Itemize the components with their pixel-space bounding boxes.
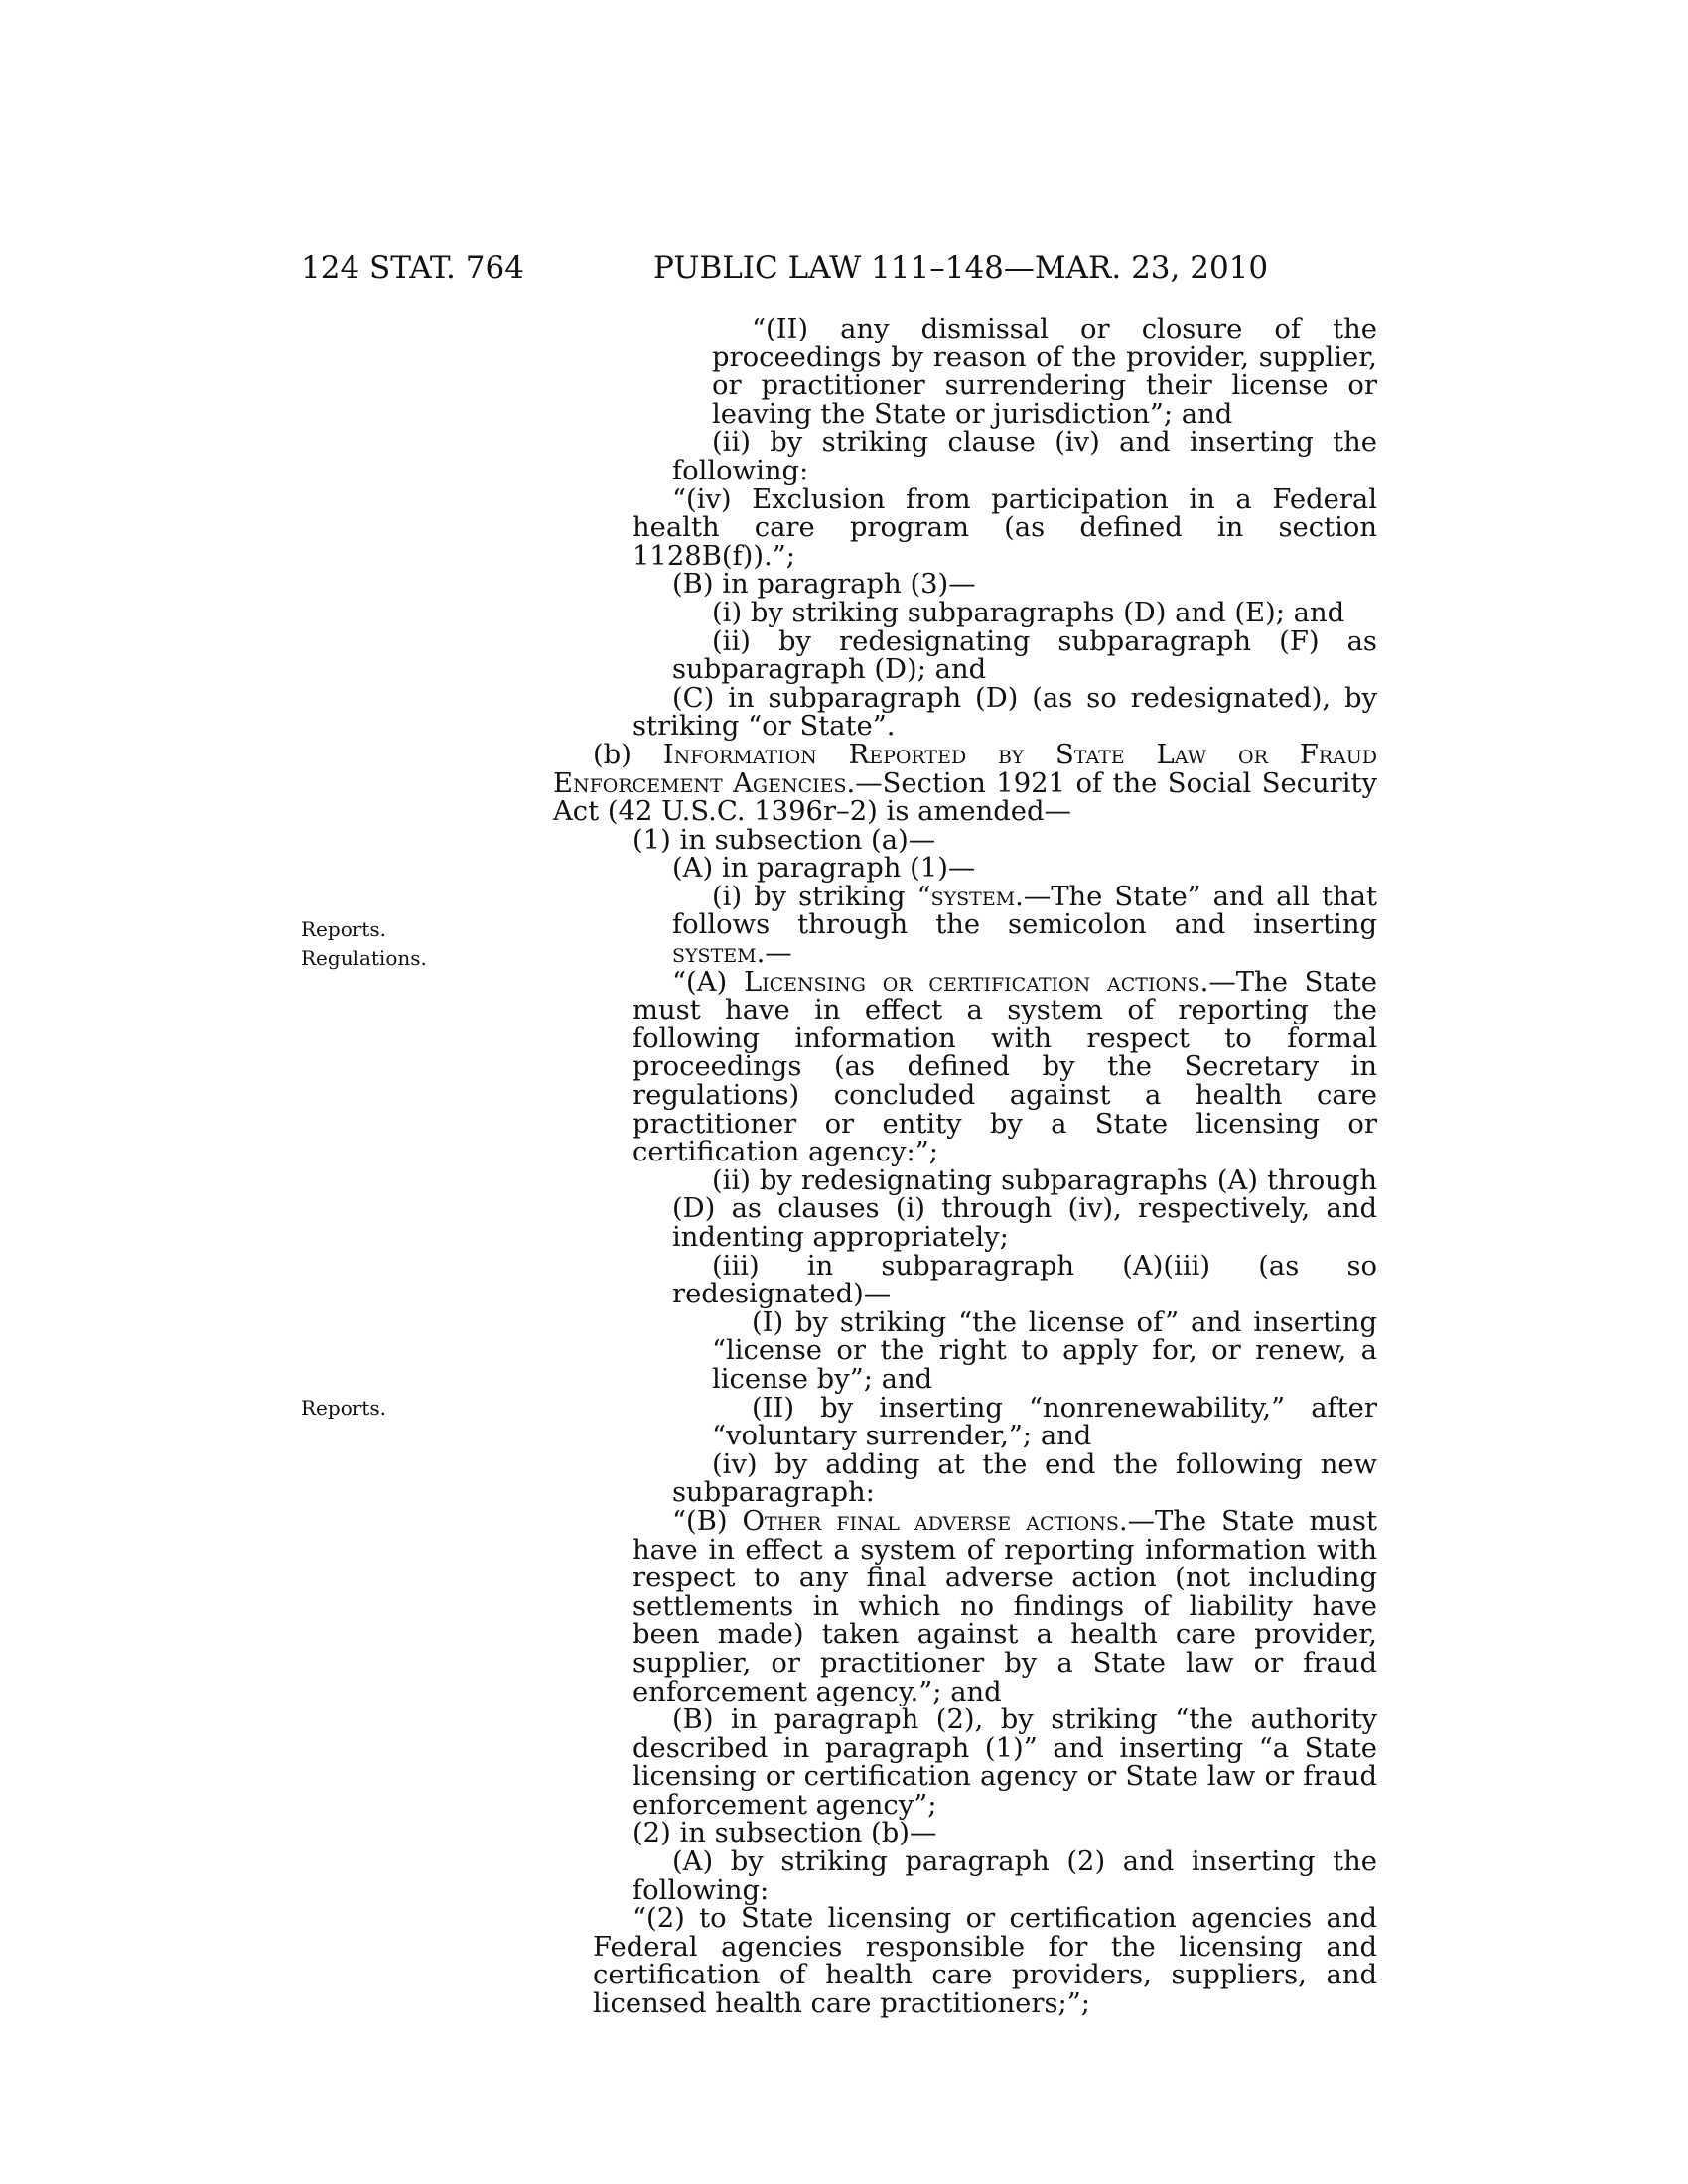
margin-note-line: Reports. [301,1396,386,1420]
subclause-II: “(II) any dismissal or closure of the proceedings by reason of the provider, supplier, or practitioner surrendering their license or leaving the State or jurisdiction”; and [712,314,1377,430]
subparagraph-A: (A) in paragraph (1)— [672,853,976,885]
small-caps-term: system. [672,938,766,970]
margin-note-reports-regulations [301,915,450,973]
margin-note-line: Reports. [301,917,386,941]
paragraph-2: (2) in subsection (b)— [633,1818,937,1849]
clause-iv: “(iv) Exclusion from participation in a Federal health care program (as defined in section 1128B(f)).”; [633,483,1377,572]
subsection-b [553,739,1377,828]
clause-ii: (ii) by redesignating subparagraph (F) as subparagraph (D); and [672,625,1377,686]
subparagraph-heading: Other final adverse actions. [742,1505,1128,1537]
clause-ii: (ii) by redesignating subparagraphs (A) through (D) as clauses (i) through (iv), respectively, and indenting appropriately; [672,1164,1377,1253]
subparagraph-heading: Licensing or certification actions. [743,966,1209,998]
inserted-paragraph-2: “(2) to State licensing or certification agencies and Federal agencies responsible for the licensing and certification of health care providers, suppliers, and licensed health care practitioners;”; [593,1903,1377,2020]
inserted-subparagraph-B [553,1505,1377,1707]
subclause-II: (II) by inserting “nonrenewability,” after “voluntary surrender,”; and [712,1392,1377,1452]
text-run: “(A) [672,966,744,998]
text-run: —Section 1921 of the Social Security Act (42 U.S.C. 1396r–2) is amended— [553,767,1377,828]
small-caps-term: system. [930,881,1024,912]
subsection-heading: Information Reported by State Law or Fraud Enforcement Agencies. [553,739,1377,799]
inserted-subparagraph-A [553,966,1377,1168]
text-run: — [765,938,792,970]
subparagraph-B: (B) in paragraph (2), by striking “the authority described in paragraph (1)” and inserting “a State licensing or certification agency or State law or fraud enforcement agency”; [633,1705,1377,1821]
clause-iv: (iv) by adding at the end the following new subparagraph: [672,1448,1377,1509]
clause-i [553,881,1378,970]
text-run: (b) [593,739,663,770]
clause-ii: (ii) by striking clause (iv) and inserting the following: [672,427,1377,486]
clause-i: (i) by striking subparagraphs (D) and (E); and [712,597,1345,628]
margin-note-reports [301,1394,450,1423]
clause-iii: (iii) in subparagraph (A)(iii) (as so redesignated)— [672,1250,1377,1310]
subparagraph-B: (B) in paragraph (3)— [672,569,976,601]
statute-text [553,316,1377,2019]
subclause-I: (I) by striking “the license of” and inserting “license or the right to apply for, or renew, a license by”; and [712,1306,1377,1395]
text-run: —The State must have in effect a system of reporting the following information with respect to formal proceedings (as defined by the Secretary in regulations) concluded against a health care practitioner or entity by a State licensing or certification agency:”; [633,966,1377,1168]
running-header: PUBLIC LAW 111–148—MAR. 23, 2010 [653,250,1269,286]
subparagraph-C: (C) in subparagraph (D) (as so redesignated), by striking “or State”. [633,682,1377,743]
text-run: (i) by striking “ [712,881,931,912]
margin-note-line: Regulations. [301,946,427,970]
paragraph-1: (1) in subsection (a)— [633,824,936,856]
page-stat-number: 124 STAT. 764 [301,250,524,286]
text-run: —The State must have in effect a system of reporting information with respect to any final adverse action (not including settlements in which no findings of liability have been made) taken against a health care provider, supplier, or practitioner by a State law or fraud enforcement agency.”; and [633,1505,1377,1707]
text-run: —The State” and all that follows through the semicolon and inserting [672,881,1378,941]
subparagraph-A: (A) by striking paragraph (2) and inserting the following: [633,1846,1377,1906]
text-run: “(B) [672,1505,743,1537]
